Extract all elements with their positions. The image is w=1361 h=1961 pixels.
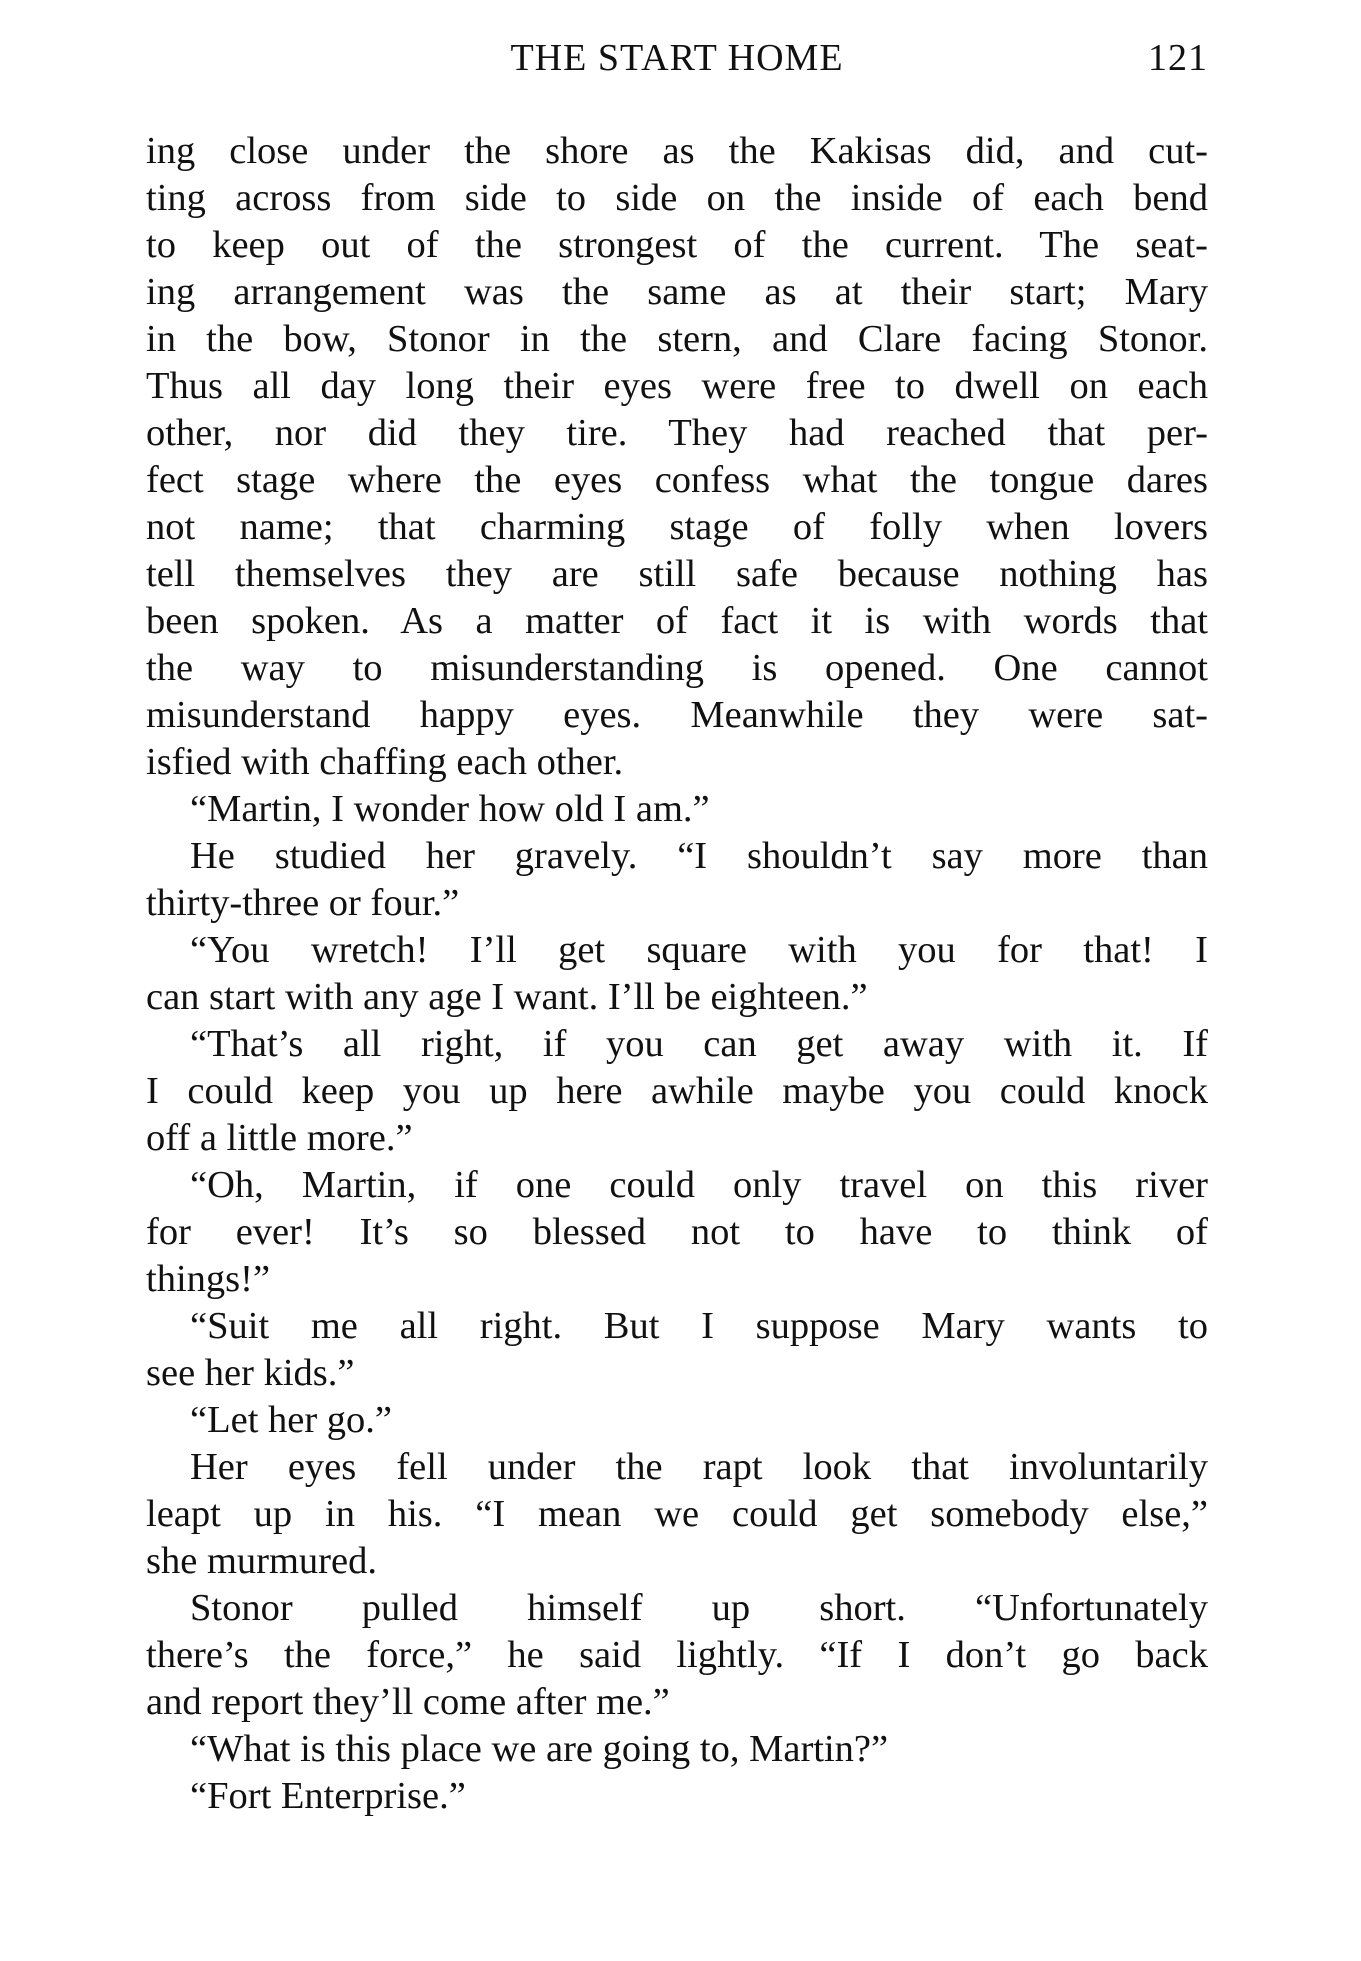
text-line: see her kids.”: [146, 1352, 355, 1394]
text-line: things!”: [146, 1258, 271, 1300]
text-line: can start with any age I want. I’ll be eighteen.”: [146, 976, 868, 1018]
text-line: in the bow, Stonor in the stern, and Clare facing Stonor.: [146, 318, 1208, 360]
text-line: fect stage where the eyes confess what the tongue dares: [146, 459, 1208, 501]
text-line: leapt up in his. “I mean we could get somebody else,”: [146, 1493, 1208, 1535]
text-line: “What is this place we are going to, Martin?”: [190, 1728, 889, 1770]
text-line: misunderstand happy eyes. Meanwhile they were sat-: [146, 694, 1208, 736]
text-line: “Suit me all right. But I suppose Mary wants to: [190, 1305, 1208, 1347]
text-line: there’s the force,” he said lightly. “If I don’t go back: [146, 1634, 1208, 1676]
text-line: “You wretch! I’ll get square with you for that! I: [190, 929, 1208, 971]
text-line: other, nor did they tire. They had reached that per-: [146, 412, 1208, 454]
text-line: ting across from side to side on the inside of each bend: [146, 177, 1208, 219]
page-number: 121: [1148, 37, 1208, 79]
text-line: “That’s all right, if you can get away with it. If: [190, 1023, 1208, 1065]
text-line: Her eyes fell under the rapt look that involuntarily: [190, 1446, 1208, 1488]
text-line: not name; that charming stage of folly when lovers: [146, 506, 1208, 548]
running-title: THE START HOME: [510, 37, 844, 79]
text-line: Thus all day long their eyes were free to dwell on each: [146, 365, 1208, 407]
text-line: “Oh, Martin, if one could only travel on this river: [190, 1164, 1208, 1206]
text-line: ing close under the shore as the Kakisas did, and cut-: [146, 130, 1208, 172]
text-line: “Fort Enterprise.”: [190, 1775, 466, 1817]
text-line: to keep out of the strongest of the current. The seat-: [146, 224, 1208, 266]
running-head: [146, 36, 1208, 86]
text-line: she murmured.: [146, 1540, 377, 1582]
text-line: for ever! It’s so blessed not to have to think of: [146, 1211, 1208, 1253]
text-line: “Martin, I wonder how old I am.”: [190, 788, 710, 830]
text-line: thirty-three or four.”: [146, 882, 460, 924]
text-line: been spoken. As a matter of fact it is with words that: [146, 600, 1208, 642]
text-line: “Let her go.”: [190, 1399, 393, 1441]
text-line: the way to misunderstanding is opened. One cannot: [146, 647, 1208, 689]
body-text: [146, 128, 1208, 1820]
text-line: isfied with chaffing each other.: [146, 741, 624, 783]
text-line: I could keep you up here awhile maybe you could knock: [146, 1070, 1208, 1112]
text-line: tell themselves they are still safe because nothing has: [146, 553, 1208, 595]
text-line: Stonor pulled himself up short. “Unfortunately: [190, 1587, 1208, 1629]
text-line: and report they’ll come after me.”: [146, 1681, 670, 1723]
text-line: ing arrangement was the same as at their start; Mary: [146, 271, 1208, 313]
text-line: He studied her gravely. “I shouldn’t say more than: [190, 835, 1208, 877]
text-line: off a little more.”: [146, 1117, 413, 1159]
